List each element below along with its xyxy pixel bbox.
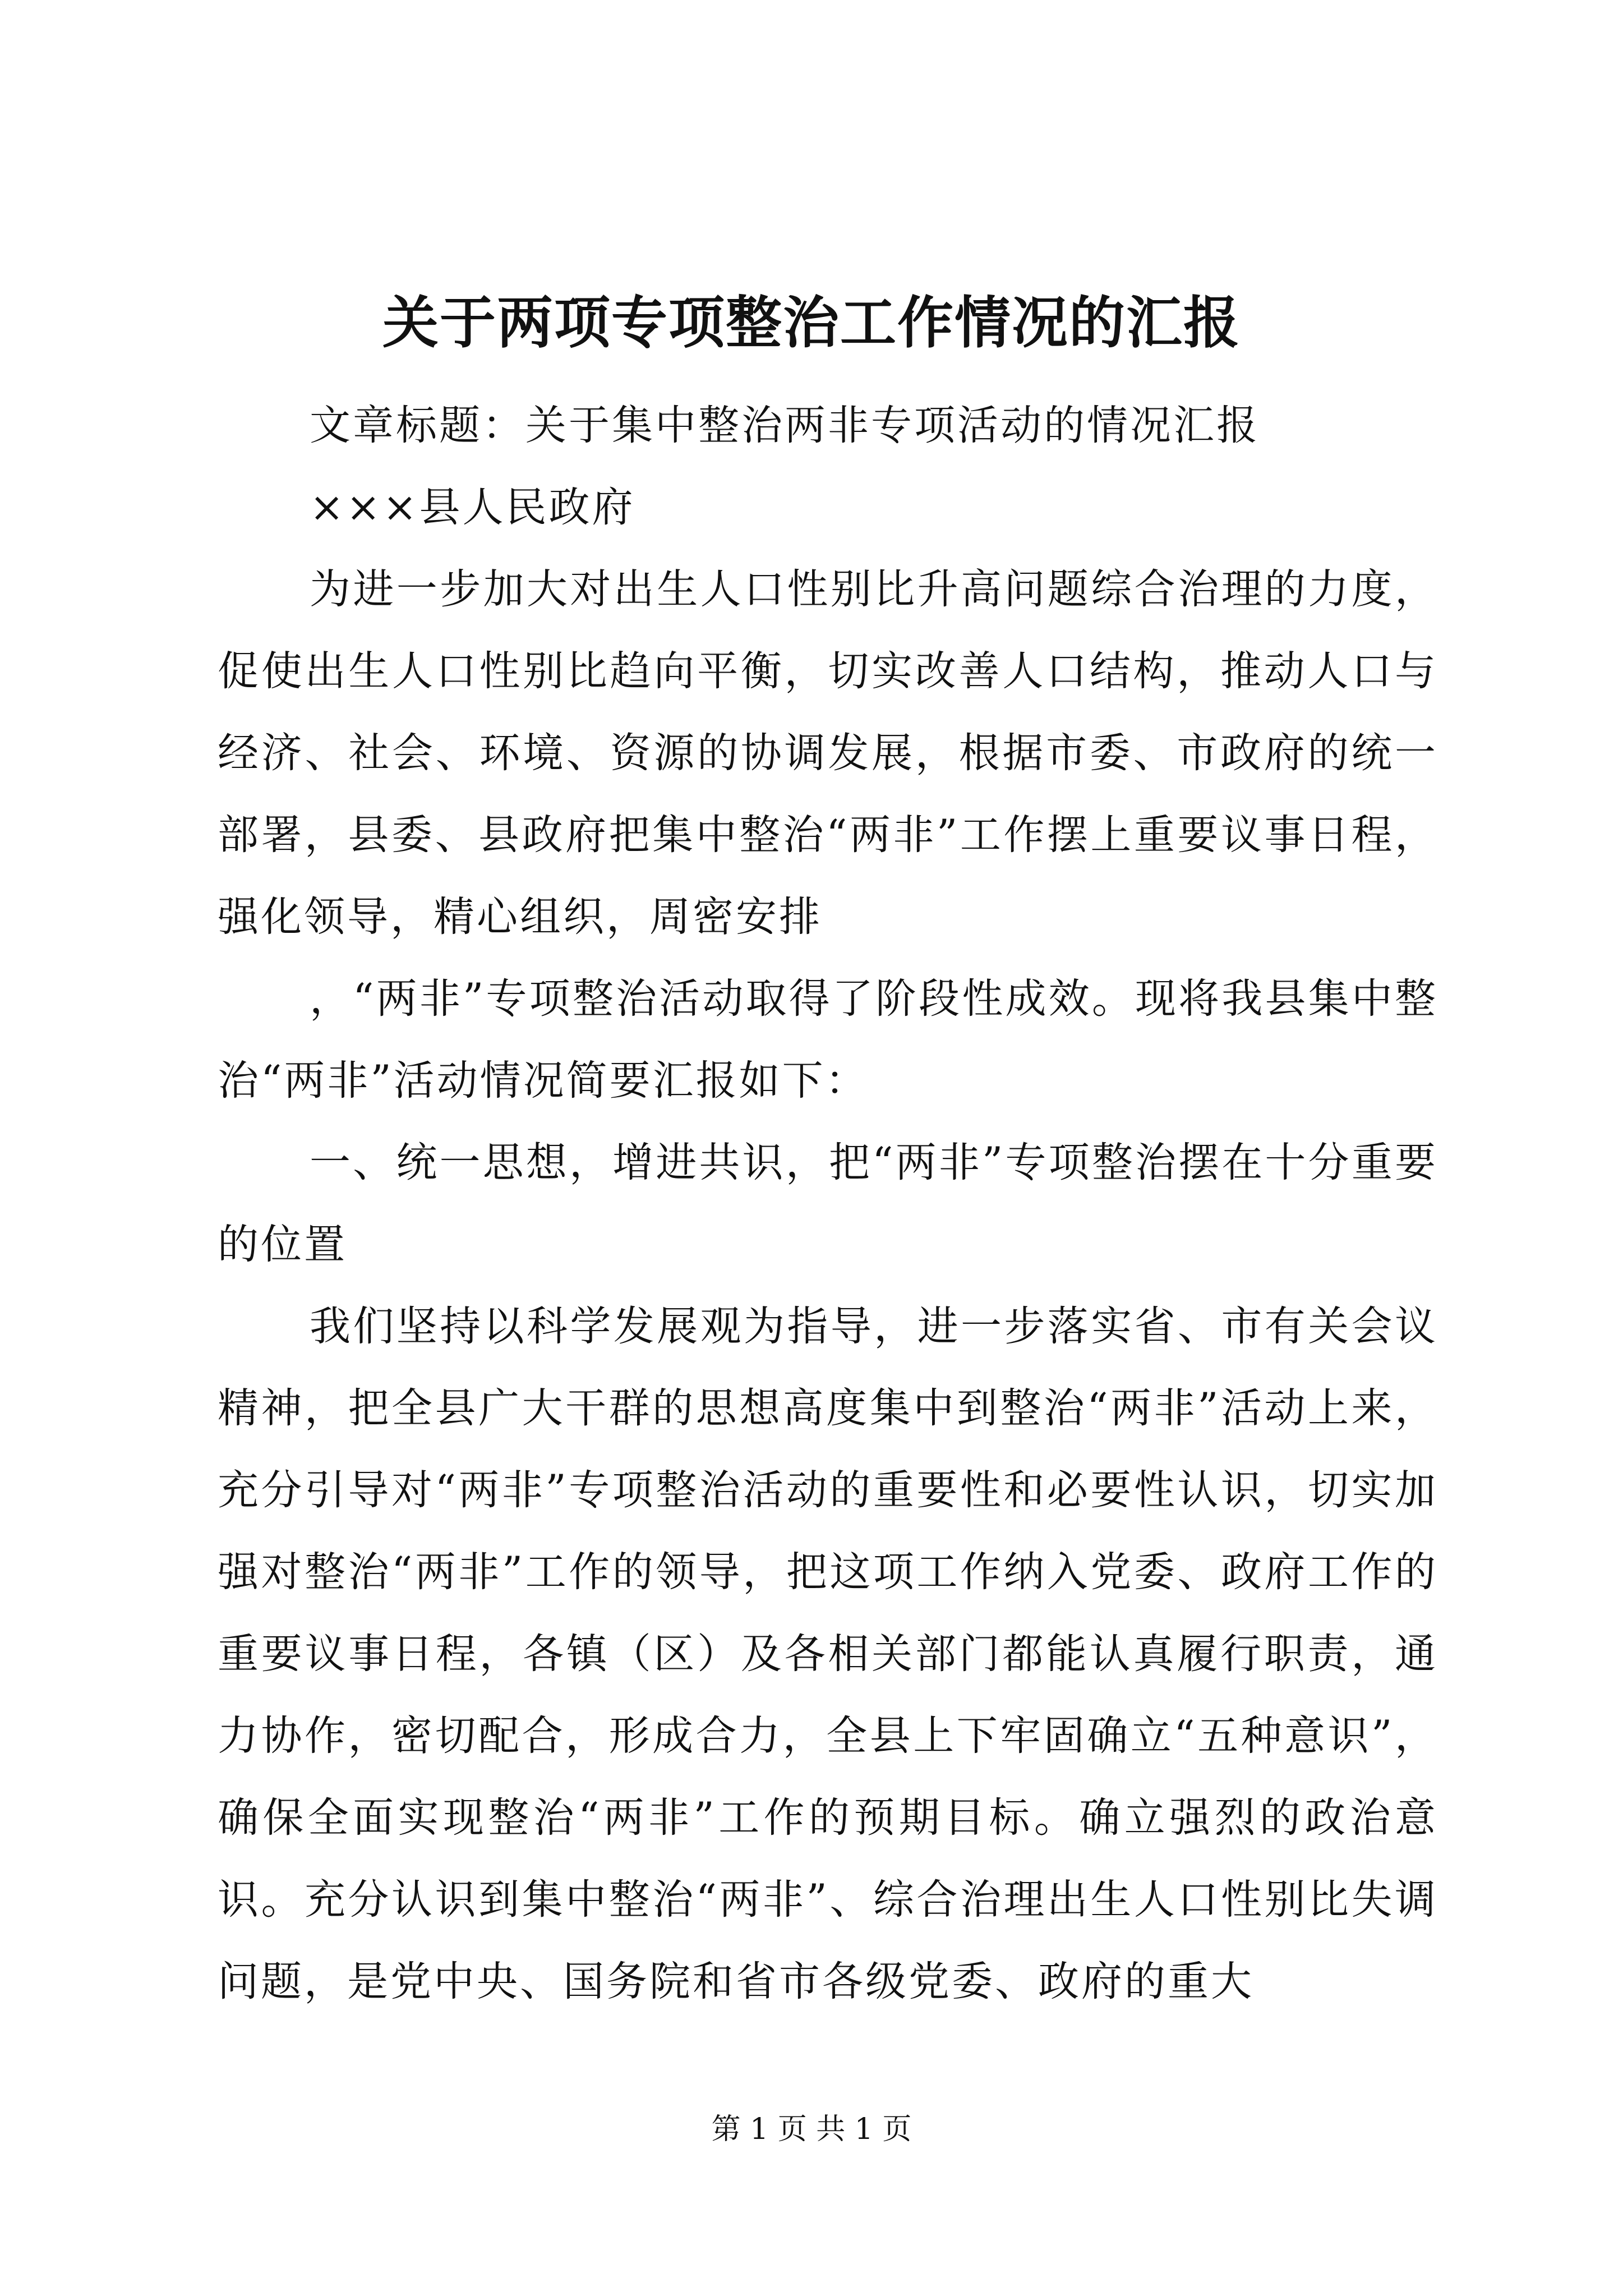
section-heading-1: 一、统一思想，增进共识，把“两非”专项整治摆在十分重要的位置 <box>218 1139 1438 1268</box>
document-body <box>218 385 1438 2023</box>
issuer-line: ×××县人民政府 <box>310 484 635 531</box>
article-title-line: 文章标题：关于集中整治两非专项活动的情况汇报 <box>310 402 1260 449</box>
intro-paragraph: 为进一步加大对出生人口性别比升高问题综合治理的力度，促使出生人口性别比趋向平衡，切实改善人口结构，推动人口与经济、社会、环境、资源的协调发展，根据市委、市政府的统一部署，县委、县政府把集中整治“两非”工作摆上重要议事日程，强化领导，精心组织，周密安排 <box>218 565 1438 941</box>
section-1-paragraph: 我们坚持以科学发展观为指导，进一步落实省、市有关会议精神，把全县广大干群的思想高度集中到整治“两非”活动上来，充分引导对“两非”专项整治活动的重要性和必要性认识，切实加强对整治“两非”工作的领导，把这项工作纳入党委、政府工作的重要议事日程，各镇（区）及各相关部门都能认真履行职责，通力协作，密切配合，形成合力，全县上下牢固确立“五种意识”，确保全面实现整治“两非”工作的预期目标。确立强烈的政治意识。充分认识到集中整治“两非”、综合治理出生人口性别比失调问题，是党中央、国务院和省市各级党委、政府的重大 <box>218 1303 1438 2005</box>
document-title: 关于两项专项整治工作情况的汇报 <box>382 289 1241 356</box>
page-number-footer: 第 1 页 共 1 页 <box>711 2113 912 2146</box>
summary-paragraph: ，“两非”专项整治活动取得了阶段性成效。现将我县集中整治“两非”活动情况简要汇报如下： <box>218 975 1438 1105</box>
